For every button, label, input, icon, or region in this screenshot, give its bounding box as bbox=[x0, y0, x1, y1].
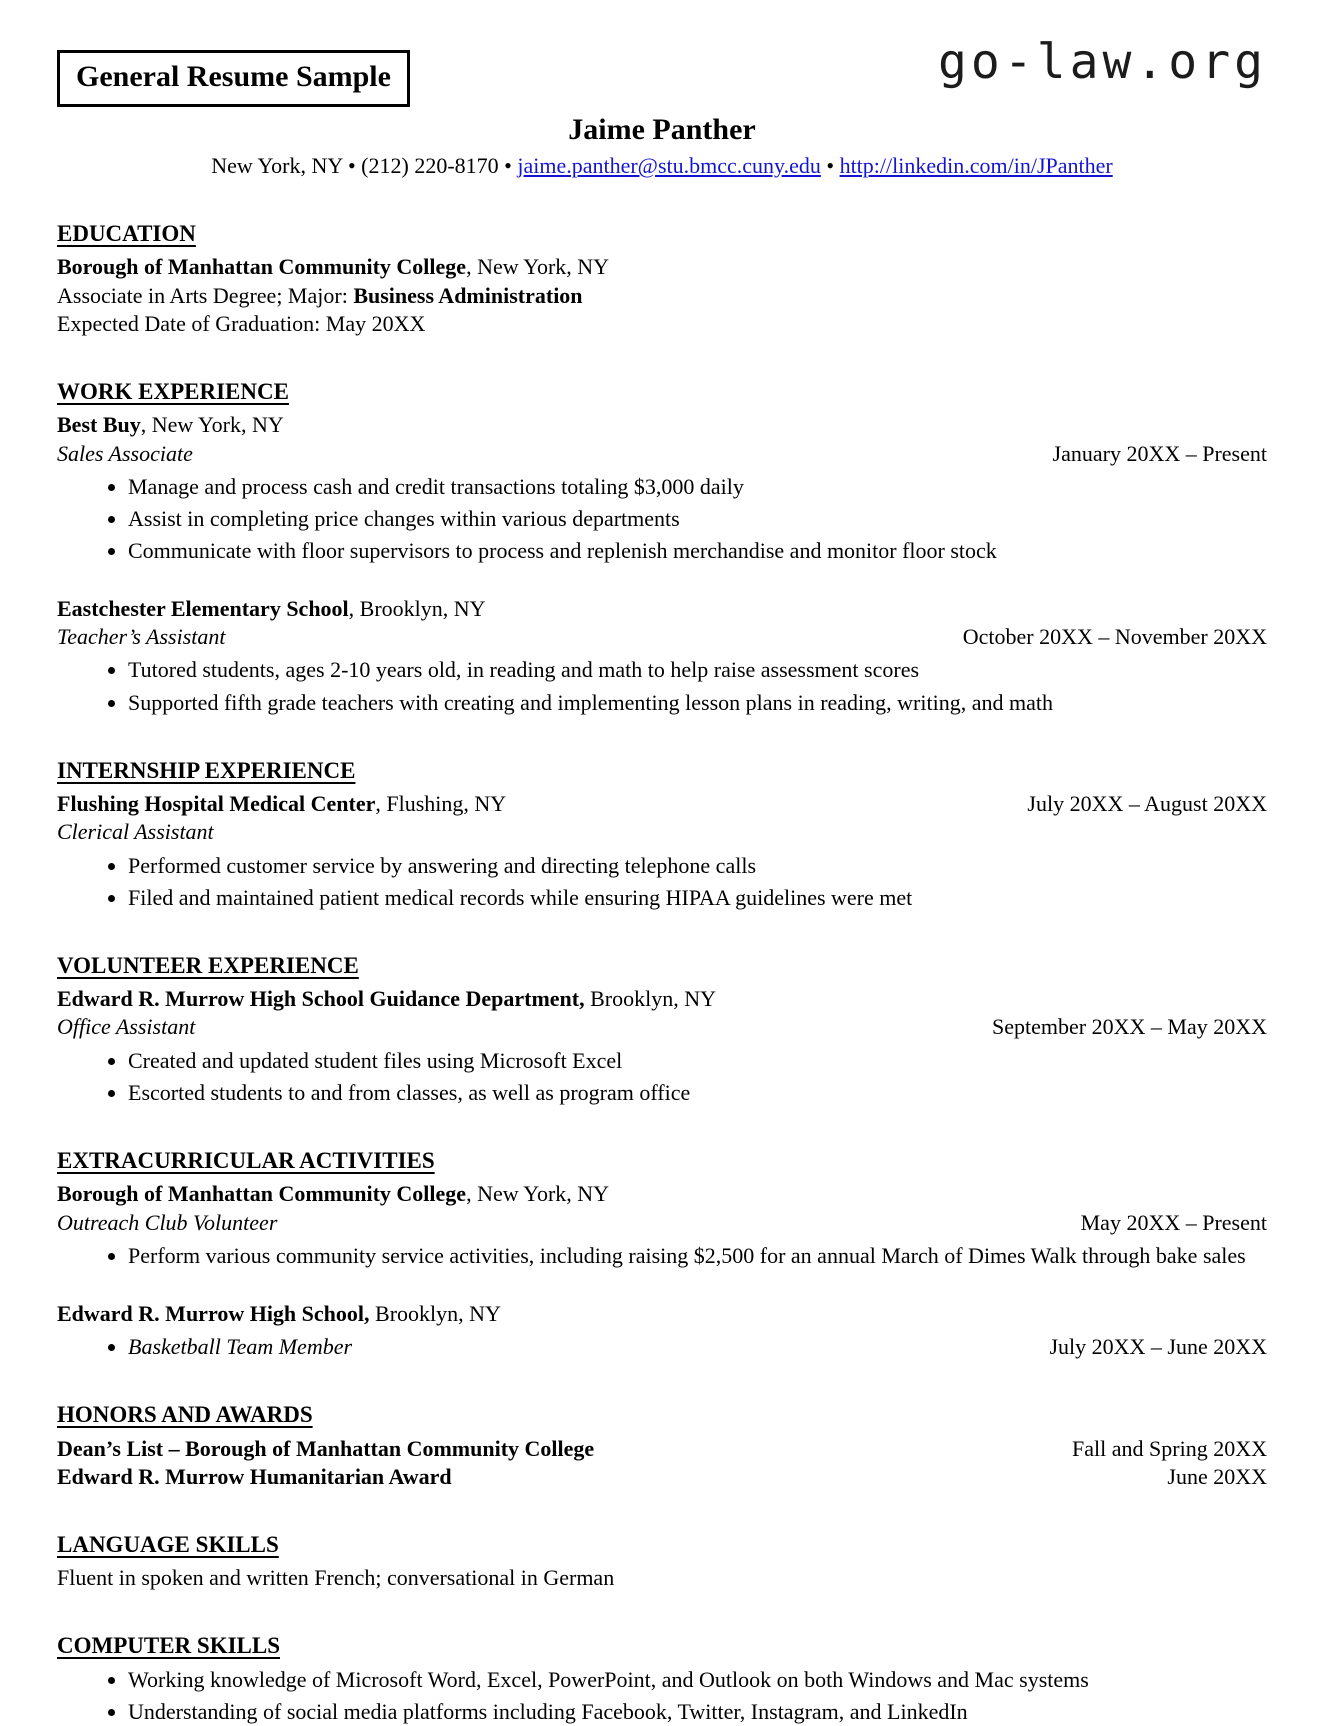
bullet-item: • Filed and maintained patient medical records while ensuring HIPAA guidelines were met bbox=[128, 884, 1267, 912]
sample-badge: General Resume Sample bbox=[57, 50, 410, 107]
section-education bbox=[57, 219, 1267, 338]
linkedin-link[interactable]: http://linkedin.com/in/JPanther bbox=[839, 152, 1113, 178]
job-entry bbox=[57, 595, 1267, 717]
volunteer-title: Office Assistant bbox=[57, 1014, 196, 1040]
internship-entry bbox=[57, 790, 1267, 912]
language-skills-text: Fluent in spoken and written French; conversational in German bbox=[57, 1565, 615, 1591]
school-name: Borough of Manhattan Community College bbox=[57, 254, 467, 280]
volunteer-title-line bbox=[57, 1013, 1267, 1041]
candidate-name: Jaime Panther bbox=[568, 112, 756, 146]
bullet-item: • Understanding of social media platforms including Facebook, Twitter, Instagram, and LinkedIn bbox=[128, 1698, 1267, 1726]
extracurricular-entry bbox=[57, 1180, 1267, 1269]
bullet-item: • Working knowledge of Microsoft Word, Excel, PowerPoint, and Outlook on both Windows and Mac systems bbox=[128, 1666, 1267, 1694]
honor-dates: Fall and Spring 20XX bbox=[1072, 1435, 1267, 1461]
honor-label: Dean’s List – Borough of Manhattan Community College bbox=[57, 1435, 595, 1461]
bullet-item bbox=[128, 1333, 1267, 1361]
job-dates: October 20XX – November 20XX bbox=[962, 624, 1267, 650]
section-honors bbox=[57, 1400, 1267, 1491]
volunteer-bullets bbox=[57, 1047, 1267, 1107]
email-link[interactable]: jaime.panther@stu.bmcc.cuny.edu bbox=[517, 152, 821, 178]
volunteer-location: Brooklyn, NY bbox=[584, 986, 716, 1012]
internship-org-location bbox=[57, 790, 506, 818]
section-heading: COMPUTER SKILLS bbox=[57, 1633, 281, 1659]
education-degree-line bbox=[57, 282, 1267, 310]
job-bullets bbox=[57, 656, 1267, 716]
internship-dates: July 20XX – August 20XX bbox=[1027, 791, 1267, 817]
club-title: Outreach Club Volunteer bbox=[57, 1209, 278, 1235]
internship-title-line bbox=[57, 818, 1267, 846]
bullet-item: • Tutored students, ages 2-10 years old, in reading and math to help raise assessment scores bbox=[128, 656, 1267, 684]
job-org-line bbox=[57, 595, 1267, 623]
section-heading: EXTRACURRICULAR ACTIVITIES bbox=[57, 1147, 435, 1173]
job-location: , New York, NY bbox=[140, 412, 284, 438]
section-heading: VOLUNTEER EXPERIENCE bbox=[57, 952, 359, 978]
section-language-skills bbox=[57, 1530, 1267, 1593]
bullet-item: • Supported fifth grade teachers with creating and implementing lesson plans in reading, writing, and math bbox=[128, 689, 1267, 717]
bullet-item: • Assist in completing price changes within various departments bbox=[128, 505, 1267, 533]
highschool-location: Brooklyn, NY bbox=[369, 1300, 501, 1326]
club-bullets bbox=[57, 1242, 1267, 1270]
bullet-item: • Performed customer service by answering and directing telephone calls bbox=[128, 852, 1267, 880]
education-graduation-line: Expected Date of Graduation: May 20XX bbox=[57, 310, 426, 336]
section-heading: INTERNSHIP EXPERIENCE bbox=[57, 757, 356, 783]
honor-item bbox=[57, 1435, 1267, 1463]
computer-skills-bullets bbox=[57, 1666, 1267, 1726]
job-org: Best Buy bbox=[57, 412, 141, 438]
bullet-item: • Perform various community service activities, including raising $2,500 for an annual March of Dimes Walk through bake sales bbox=[128, 1242, 1267, 1270]
section-heading: HONORS AND AWARDS bbox=[57, 1402, 313, 1428]
bullet-item: • Manage and process cash and credit transactions totaling $3,000 daily bbox=[128, 473, 1267, 501]
section-internship bbox=[57, 756, 1267, 912]
honor-label: Edward R. Murrow Humanitarian Award bbox=[57, 1463, 452, 1489]
club-org-line bbox=[57, 1180, 1267, 1208]
job-org-line bbox=[57, 411, 1267, 439]
contact-line bbox=[57, 152, 1267, 180]
job-location: , Brooklyn, NY bbox=[348, 596, 486, 622]
contact-separator: • bbox=[820, 152, 840, 178]
bullet-item: • Escorted students to and from classes, as well as program office bbox=[128, 1079, 1267, 1107]
education-school-line bbox=[57, 253, 1267, 281]
degree-text: Associate in Arts Degree; Major: bbox=[57, 282, 354, 308]
job-dates: January 20XX – Present bbox=[1052, 440, 1267, 466]
club-org: Borough of Manhattan Community College bbox=[57, 1181, 467, 1207]
bullet-item: • Communicate with floor supervisors to process and replenish merchandise and monitor floor stock bbox=[128, 537, 1267, 565]
internship-org-line bbox=[57, 790, 1267, 818]
club-title-line bbox=[57, 1209, 1267, 1237]
job-title: Sales Associate bbox=[57, 440, 193, 466]
highschool-bullets bbox=[57, 1333, 1267, 1361]
internship-bullets bbox=[57, 852, 1267, 912]
section-heading: LANGUAGE SKILLS bbox=[57, 1531, 279, 1557]
section-extracurricular bbox=[57, 1146, 1267, 1361]
highschool-activity: Basketball Team Member bbox=[128, 1333, 353, 1359]
section-heading: EDUCATION bbox=[57, 221, 196, 247]
internship-title: Clerical Assistant bbox=[57, 819, 214, 845]
club-location: , New York, NY bbox=[466, 1181, 610, 1207]
club-dates: May 20XX – Present bbox=[1080, 1209, 1267, 1235]
job-title: Teacher’s Assistant bbox=[57, 624, 226, 650]
bullet-item: • Created and updated student files using Microsoft Excel bbox=[128, 1047, 1267, 1075]
highschool-org-line bbox=[57, 1300, 1267, 1328]
internship-org: Flushing Hospital Medical Center bbox=[57, 791, 376, 817]
degree-major: Business Administration bbox=[353, 282, 583, 308]
honor-dates: June 20XX bbox=[1167, 1463, 1267, 1489]
section-heading: WORK EXPERIENCE bbox=[57, 378, 289, 404]
school-location: , New York, NY bbox=[466, 254, 610, 280]
job-title-line bbox=[57, 440, 1267, 468]
section-volunteer bbox=[57, 951, 1267, 1107]
job-entry bbox=[57, 411, 1267, 565]
highschool-dates: • July 20XX – June 20XX bbox=[1049, 1333, 1267, 1359]
honor-item bbox=[57, 1463, 1267, 1491]
contact-location-phone: New York, NY • (212) 220-8170 • bbox=[211, 152, 518, 178]
volunteer-org: Edward R. Murrow High School Guidance Department, bbox=[57, 986, 585, 1012]
volunteer-org-line bbox=[57, 985, 1267, 1013]
volunteer-dates: September 20XX – May 20XX bbox=[992, 1014, 1267, 1040]
job-org: Eastchester Elementary School bbox=[57, 596, 349, 622]
header bbox=[57, 34, 1267, 107]
extracurricular-entry bbox=[57, 1300, 1267, 1361]
job-title-line bbox=[57, 623, 1267, 651]
site-logo: go-law.org bbox=[938, 34, 1267, 90]
job-bullets bbox=[57, 473, 1267, 565]
volunteer-entry bbox=[57, 985, 1267, 1107]
section-work-experience bbox=[57, 377, 1267, 717]
highschool-org: Edward R. Murrow High School, bbox=[57, 1300, 370, 1326]
section-computer-skills bbox=[57, 1631, 1267, 1726]
internship-location: , Flushing, NY bbox=[375, 791, 507, 817]
